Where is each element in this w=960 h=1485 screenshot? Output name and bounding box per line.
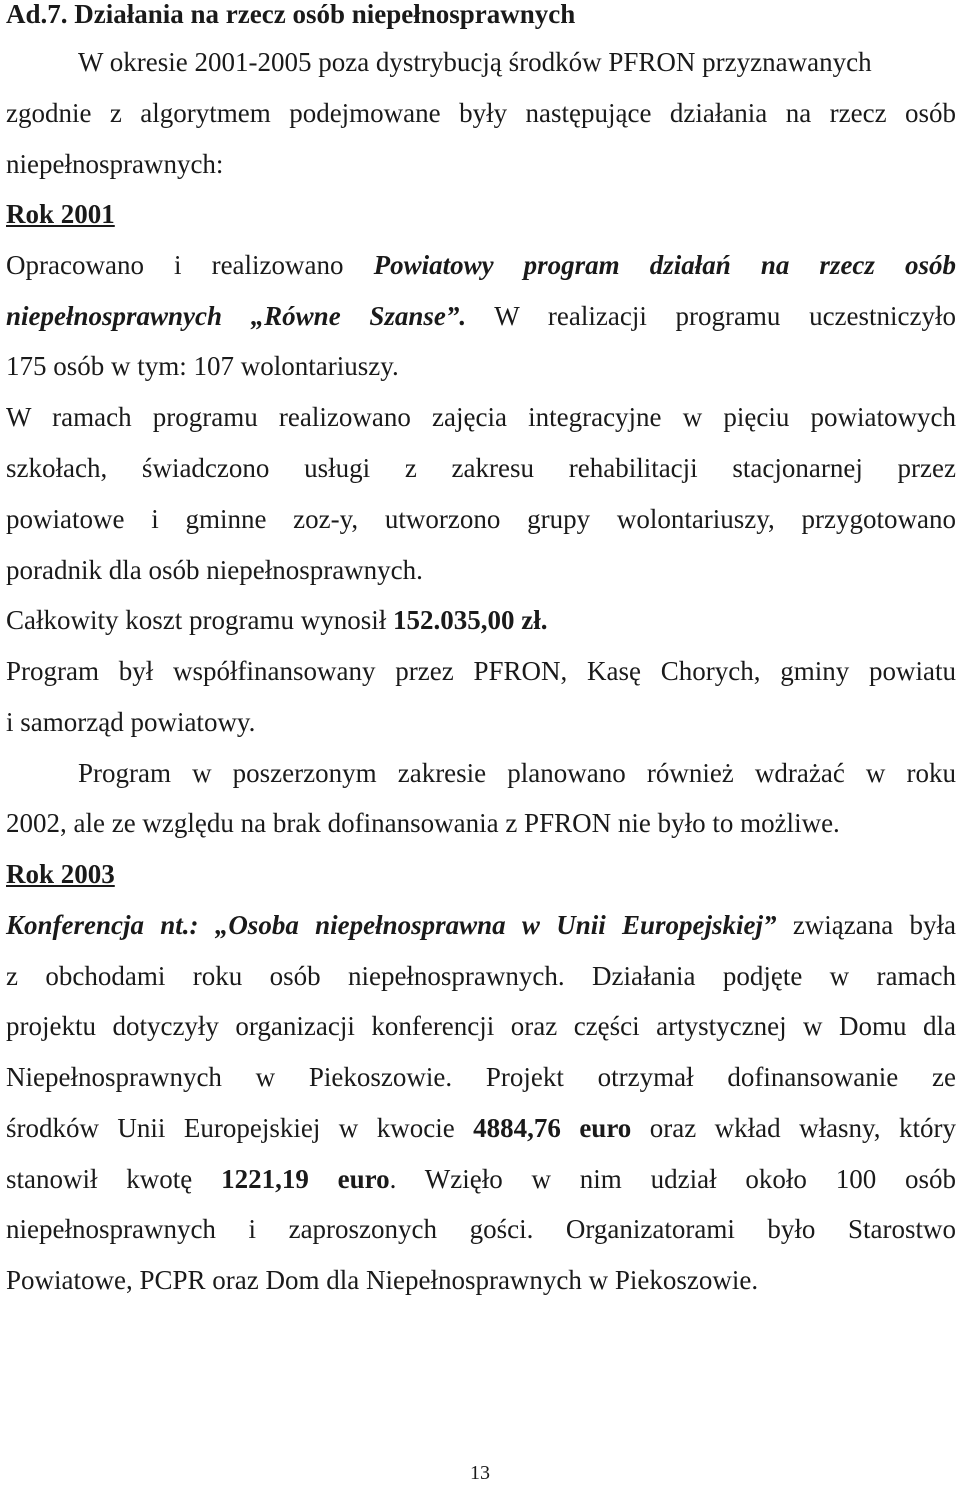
intro-line-3: niepełnosprawnych:: [6, 149, 224, 179]
intro-line-1: W okresie 2001-2005 poza dystrybucją środków PFRON przyznawanych: [78, 47, 872, 77]
paragraph-line: niepełnosprawnych i zaproszonych gości. Organizatorami było Starostwo: [6, 1214, 956, 1244]
paragraph-line: [6, 300, 956, 332]
own-contribution-amount: 1221,19 euro: [221, 1164, 390, 1194]
paragraph-line: Program w poszerzonym zakresie planowano również wdrażać w roku: [78, 758, 956, 788]
paragraph-line: Niepełnosprawnych w Piekoszowie. Projekt otrzymał dofinansowanie ze: [6, 1062, 956, 1092]
paragraph-line: [6, 249, 956, 281]
paragraph-line: szkołach, świadczono usługi z zakresu rehabilitacji stacjonarnej przez: [6, 453, 956, 483]
program-title: Powiatowy program działań na rzecz osób: [373, 250, 956, 280]
paragraph-line: Program był współfinansowany przez PFRON, Kasę Chorych, gminy powiatu: [6, 656, 956, 686]
section-title: Ad.7. Działania na rzecz osób niepełnosprawnych: [6, 0, 576, 29]
paragraph-line: [6, 1112, 956, 1144]
text-span: oraz wkład własny, który: [649, 1113, 956, 1143]
text-span: środków Unii Europejskiej w kwocie: [6, 1113, 455, 1143]
paragraph-line: z obchodami roku osób niepełnosprawnych. Działania podjęte w ramach: [6, 961, 956, 991]
paragraph-line: i samorząd powiatowy.: [6, 707, 256, 737]
paragraph-line: 2002, ale ze względu na brak dofinansowania z PFRON nie było to możliwe.: [6, 808, 840, 838]
text-span: stanowił kwotę: [6, 1164, 193, 1194]
paragraph-line: W ramach programu realizowano zajęcia integracyjne w pięciu powiatowych: [6, 402, 956, 432]
paragraph-line: Powiatowe, PCPR oraz Dom dla Niepełnosprawnych w Piekoszowie.: [6, 1265, 759, 1295]
conference-label: Konferencja nt.:: [6, 910, 199, 940]
conference-title: „Osoba niepełnosprawna w Unii Europejskiej”: [214, 910, 777, 940]
conference-line: [6, 909, 956, 941]
page-number: 13: [470, 1462, 490, 1484]
cost-value: 152.035,00 zł.: [392, 605, 548, 635]
program-name: niepełnosprawnych „Równe Szanse”.: [6, 301, 467, 331]
paragraph-line: poradnik dla osób niepełnosprawnych.: [6, 555, 423, 585]
paragraph-line: powiatowe i gminne zoz-y, utworzono grupy wolontariuszy, przygotowano: [6, 504, 956, 534]
text-span: W realizacji programu uczestniczyło: [494, 301, 956, 331]
eu-amount: 4884,76 euro: [473, 1113, 632, 1143]
paragraph-line: 175 osób w tym: 107 wolontariuszy.: [6, 351, 399, 381]
text-span: . Wzięło w nim udział około 100 osób: [389, 1164, 957, 1194]
cost-label: Całkowity koszt programu wynosił: [6, 605, 387, 635]
heading-rok-2003: Rok 2003: [6, 859, 115, 889]
paragraph-line: [6, 1163, 956, 1195]
cost-line: [6, 604, 956, 636]
intro-line-2: zgodnie z algorytmem podejmowane były następujące działania na rzecz osób: [6, 98, 956, 128]
text-span: Opracowano i realizowano: [6, 250, 344, 280]
paragraph-line: projektu dotyczyły organizacji konferencji oraz części artystycznej w Domu dla: [6, 1011, 956, 1041]
heading-rok-2001: Rok 2001: [6, 199, 115, 229]
text-span: związana była: [792, 910, 956, 940]
